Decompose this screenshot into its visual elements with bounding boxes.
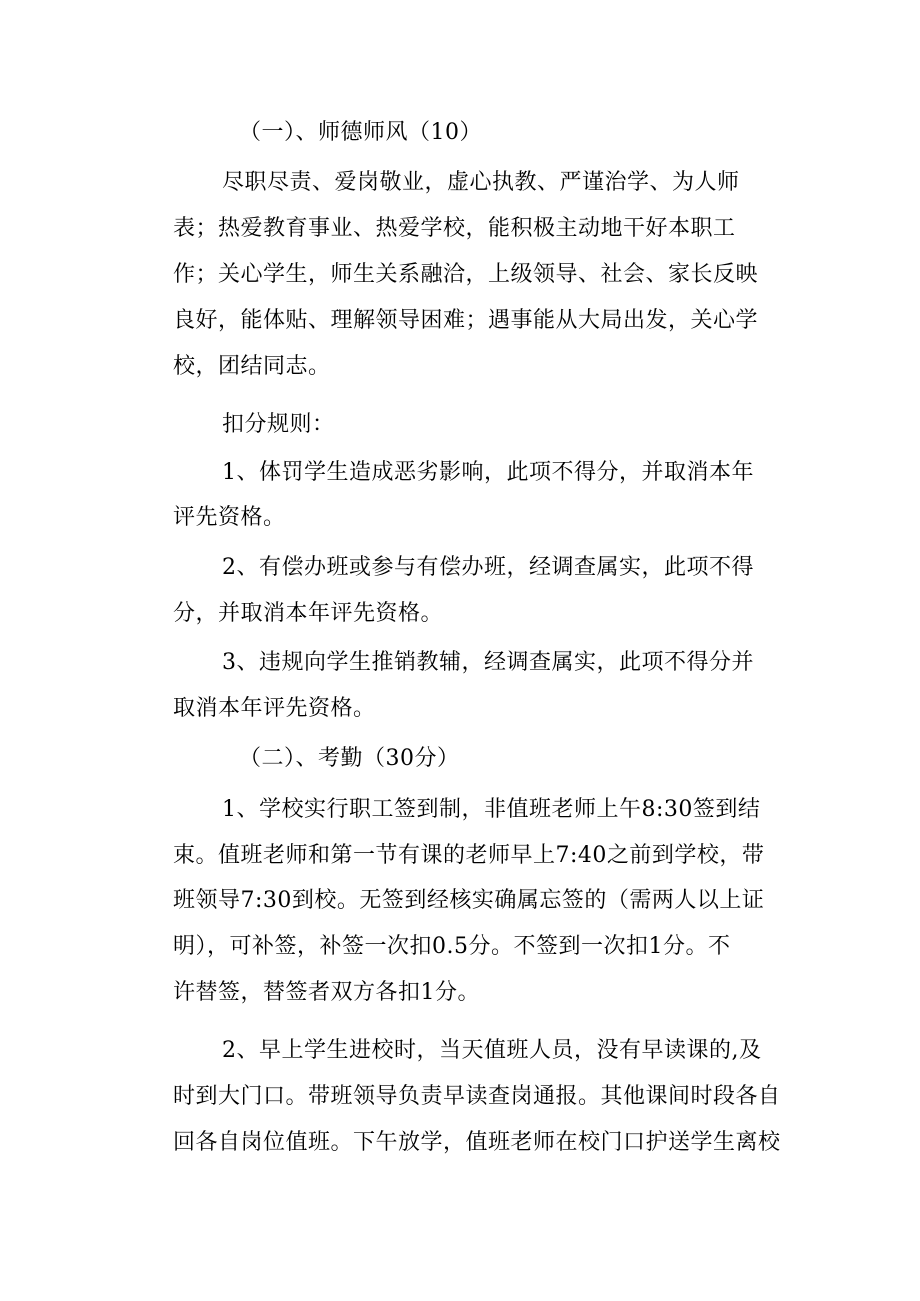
section2-heading: （二）、考勤（30分） xyxy=(239,746,460,771)
paragraph-line: 作；关心学生，师生关系融洽，上级领导、社会、家长反映 xyxy=(173,262,759,287)
attendance-line: 明），可补签，补签一次扣0.5分。不签到一次扣1分。不 xyxy=(173,934,731,959)
rule-line: 2、有偿办班或参与有偿办班，经调查属实，此项不得 xyxy=(222,555,754,580)
rules-title: 扣分规则： xyxy=(222,412,335,437)
section1-heading: （一）、师德师风（10） xyxy=(239,120,482,145)
rule-line: 3、违规向学生推销教辅，经调查属实，此项不得分并 xyxy=(222,650,754,675)
paragraph-line: 校，团结同志。 xyxy=(173,354,331,379)
attendance-line: 许替签，替签者双方各扣1分。 xyxy=(173,980,480,1005)
rule-line: 分，并取消本年评先资格。 xyxy=(173,601,444,626)
attendance-line: 时到大门口。带班领导负责早读查岗通报。其他课间时段各自 xyxy=(173,1084,781,1109)
paragraph-line: 尽职尽责、爱岗敬业，虚心执教、严谨治学、为人师 xyxy=(222,170,740,195)
attendance-line: 1、学校实行职工签到制，非值班老师上午8:30签到结 xyxy=(222,797,761,822)
attendance-line: 2、早上学生进校时，当天值班人员，没有早读课的,及 xyxy=(222,1038,762,1063)
rule-line: 取消本年评先资格。 xyxy=(173,696,376,721)
attendance-line: 班领导7:30到校。无签到经核实确属忘签的（需两人以上证 xyxy=(173,888,765,913)
paragraph-line: 表；热爱教育事业、热爱学校，能积极主动地干好本职工 xyxy=(173,216,736,241)
attendance-line: 回各自岗位值班。下午放学，值班老师在校门口护送学生离校 xyxy=(173,1130,781,1155)
paragraph-line: 良好，能体贴、理解领导困难；遇事能从大局出发，关心学 xyxy=(173,308,759,333)
attendance-line: 束。值班老师和第一节有课的老师早上7:40之前到学校，带 xyxy=(173,843,765,868)
rule-line: 评先资格。 xyxy=(173,505,286,530)
rule-line: 1、体罚学生造成恶劣影响，此项不得分，并取消本年 xyxy=(222,460,754,485)
